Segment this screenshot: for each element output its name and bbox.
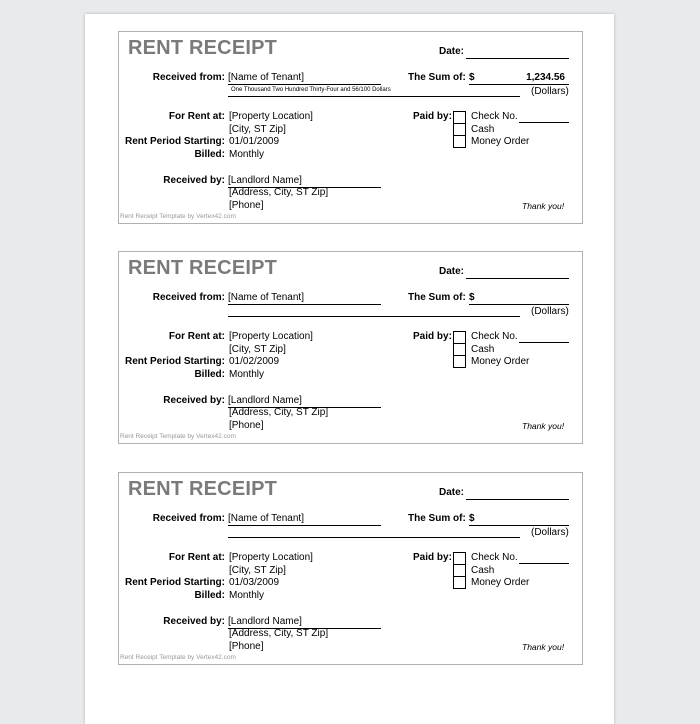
landlord-phone: [Phone] — [229, 641, 264, 652]
rent-receipt-1 — [118, 31, 583, 224]
sum-of-label: The Sum of: — [408, 72, 466, 83]
template-credit: Rent Receipt Template by Vertex42.com — [120, 213, 236, 220]
check-no-field[interactable] — [519, 111, 569, 123]
money-order-checkbox[interactable] — [453, 135, 466, 148]
paid-by-label: Paid by: — [413, 331, 452, 342]
currency-symbol: $ — [469, 292, 475, 303]
paid-by-label: Paid by: — [413, 552, 452, 563]
tenant-name: [Name of Tenant] — [228, 72, 304, 83]
money-order-label: Money Order — [471, 356, 530, 367]
date-label: Date: — [439, 487, 465, 498]
date-label: Date: — [439, 266, 465, 277]
received-by-label: Received by: — [163, 395, 225, 406]
rent-receipt-2 — [118, 251, 583, 444]
period-start: 01/03/2009 — [229, 577, 280, 588]
property-location: [Property Location] — [229, 111, 313, 122]
sum-of-label: The Sum of: — [408, 292, 466, 303]
for-rent-at-label: For Rent at: — [168, 552, 225, 563]
currency-symbol: $ — [469, 72, 475, 83]
dollars-label: (Dollars) — [531, 306, 569, 317]
tenant-field[interactable] — [228, 72, 381, 85]
property-location: [Property Location] — [229, 552, 313, 563]
check-no-label: Check No. — [471, 331, 518, 342]
property-location: [Property Location] — [229, 331, 313, 342]
billed-value: Monthly — [229, 590, 265, 601]
amount-words-field[interactable] — [228, 87, 520, 97]
check-no-label: Check No. — [471, 111, 518, 122]
received-by-label: Received by: — [163, 616, 225, 627]
billed-label: Billed: — [194, 590, 225, 601]
sum-of-label: The Sum of: — [408, 513, 466, 524]
billed-value: Monthly — [229, 369, 265, 380]
rent-period-label: Rent Period Starting: — [124, 136, 225, 147]
landlord-name: [Landlord Name] — [228, 175, 302, 186]
tenant-name: [Name of Tenant] — [228, 292, 304, 303]
currency-symbol: $ — [469, 513, 475, 524]
amount-field[interactable] — [469, 72, 569, 85]
for-rent-at-label: For Rent at: — [168, 111, 225, 122]
received-by-label: Received by: — [163, 175, 225, 186]
amount-words-field[interactable] — [228, 307, 520, 317]
landlord-address: [Address, City, ST Zip] — [229, 407, 329, 418]
receipt-title: RENT RECEIPT — [128, 478, 278, 500]
landlord-phone: [Phone] — [229, 200, 264, 211]
dollars-label: (Dollars) — [531, 527, 569, 538]
check-no-field[interactable] — [519, 331, 569, 343]
template-credit: Rent Receipt Template by Vertex42.com — [120, 654, 236, 661]
paid-by-label: Paid by: — [413, 111, 452, 122]
date-label: Date: — [439, 46, 465, 57]
tenant-field[interactable] — [228, 513, 381, 526]
landlord-name: [Landlord Name] — [228, 395, 302, 406]
amount-field[interactable] — [469, 292, 569, 305]
tenant-field[interactable] — [228, 292, 381, 305]
period-start: 01/02/2009 — [229, 356, 280, 367]
for-rent-at-label: For Rent at: — [168, 331, 225, 342]
received-from-label: Received from: — [152, 72, 225, 83]
property-city: [City, ST Zip] — [229, 124, 286, 135]
amount-field[interactable] — [469, 513, 569, 526]
money-order-checkbox[interactable] — [453, 576, 466, 589]
billed-value: Monthly — [229, 149, 265, 160]
template-credit: Rent Receipt Template by Vertex42.com — [120, 433, 236, 440]
receipt-title: RENT RECEIPT — [128, 257, 278, 279]
received-from-label: Received from: — [152, 513, 225, 524]
dollars-label: (Dollars) — [531, 86, 569, 97]
thank-you-text: Thank you! — [522, 421, 565, 431]
landlord-phone: [Phone] — [229, 420, 264, 431]
money-order-label: Money Order — [471, 577, 530, 588]
property-city: [City, ST Zip] — [229, 565, 286, 576]
money-order-label: Money Order — [471, 136, 530, 147]
rent-period-label: Rent Period Starting: — [124, 356, 225, 367]
receipt-title: RENT RECEIPT — [128, 37, 278, 59]
amount-words-field[interactable] — [228, 528, 520, 538]
date-field[interactable] — [466, 46, 569, 59]
property-city: [City, ST Zip] — [229, 344, 286, 355]
received-from-label: Received from: — [152, 292, 225, 303]
cash-label: Cash — [471, 344, 495, 355]
date-field[interactable] — [466, 487, 569, 500]
check-no-label: Check No. — [471, 552, 518, 563]
amount-value: 1,234.56 — [526, 72, 565, 83]
thank-you-text: Thank you! — [522, 201, 565, 211]
rent-period-label: Rent Period Starting: — [124, 577, 225, 588]
thank-you-text: Thank you! — [522, 642, 565, 652]
billed-label: Billed: — [194, 369, 225, 380]
check-no-field[interactable] — [519, 552, 569, 564]
money-order-checkbox[interactable] — [453, 355, 466, 368]
cash-label: Cash — [471, 565, 495, 576]
landlord-name: [Landlord Name] — [228, 616, 302, 627]
tenant-name: [Name of Tenant] — [228, 513, 304, 524]
landlord-address: [Address, City, ST Zip] — [229, 628, 329, 639]
landlord-address: [Address, City, ST Zip] — [229, 187, 329, 198]
date-field[interactable] — [466, 266, 569, 279]
billed-label: Billed: — [194, 149, 225, 160]
rent-receipt-3 — [118, 472, 583, 665]
cash-label: Cash — [471, 124, 495, 135]
amount-words: One Thousand Two Hundred Thirty-Four and 56/100 Dollars — [231, 87, 391, 93]
period-start: 01/01/2009 — [229, 136, 280, 147]
